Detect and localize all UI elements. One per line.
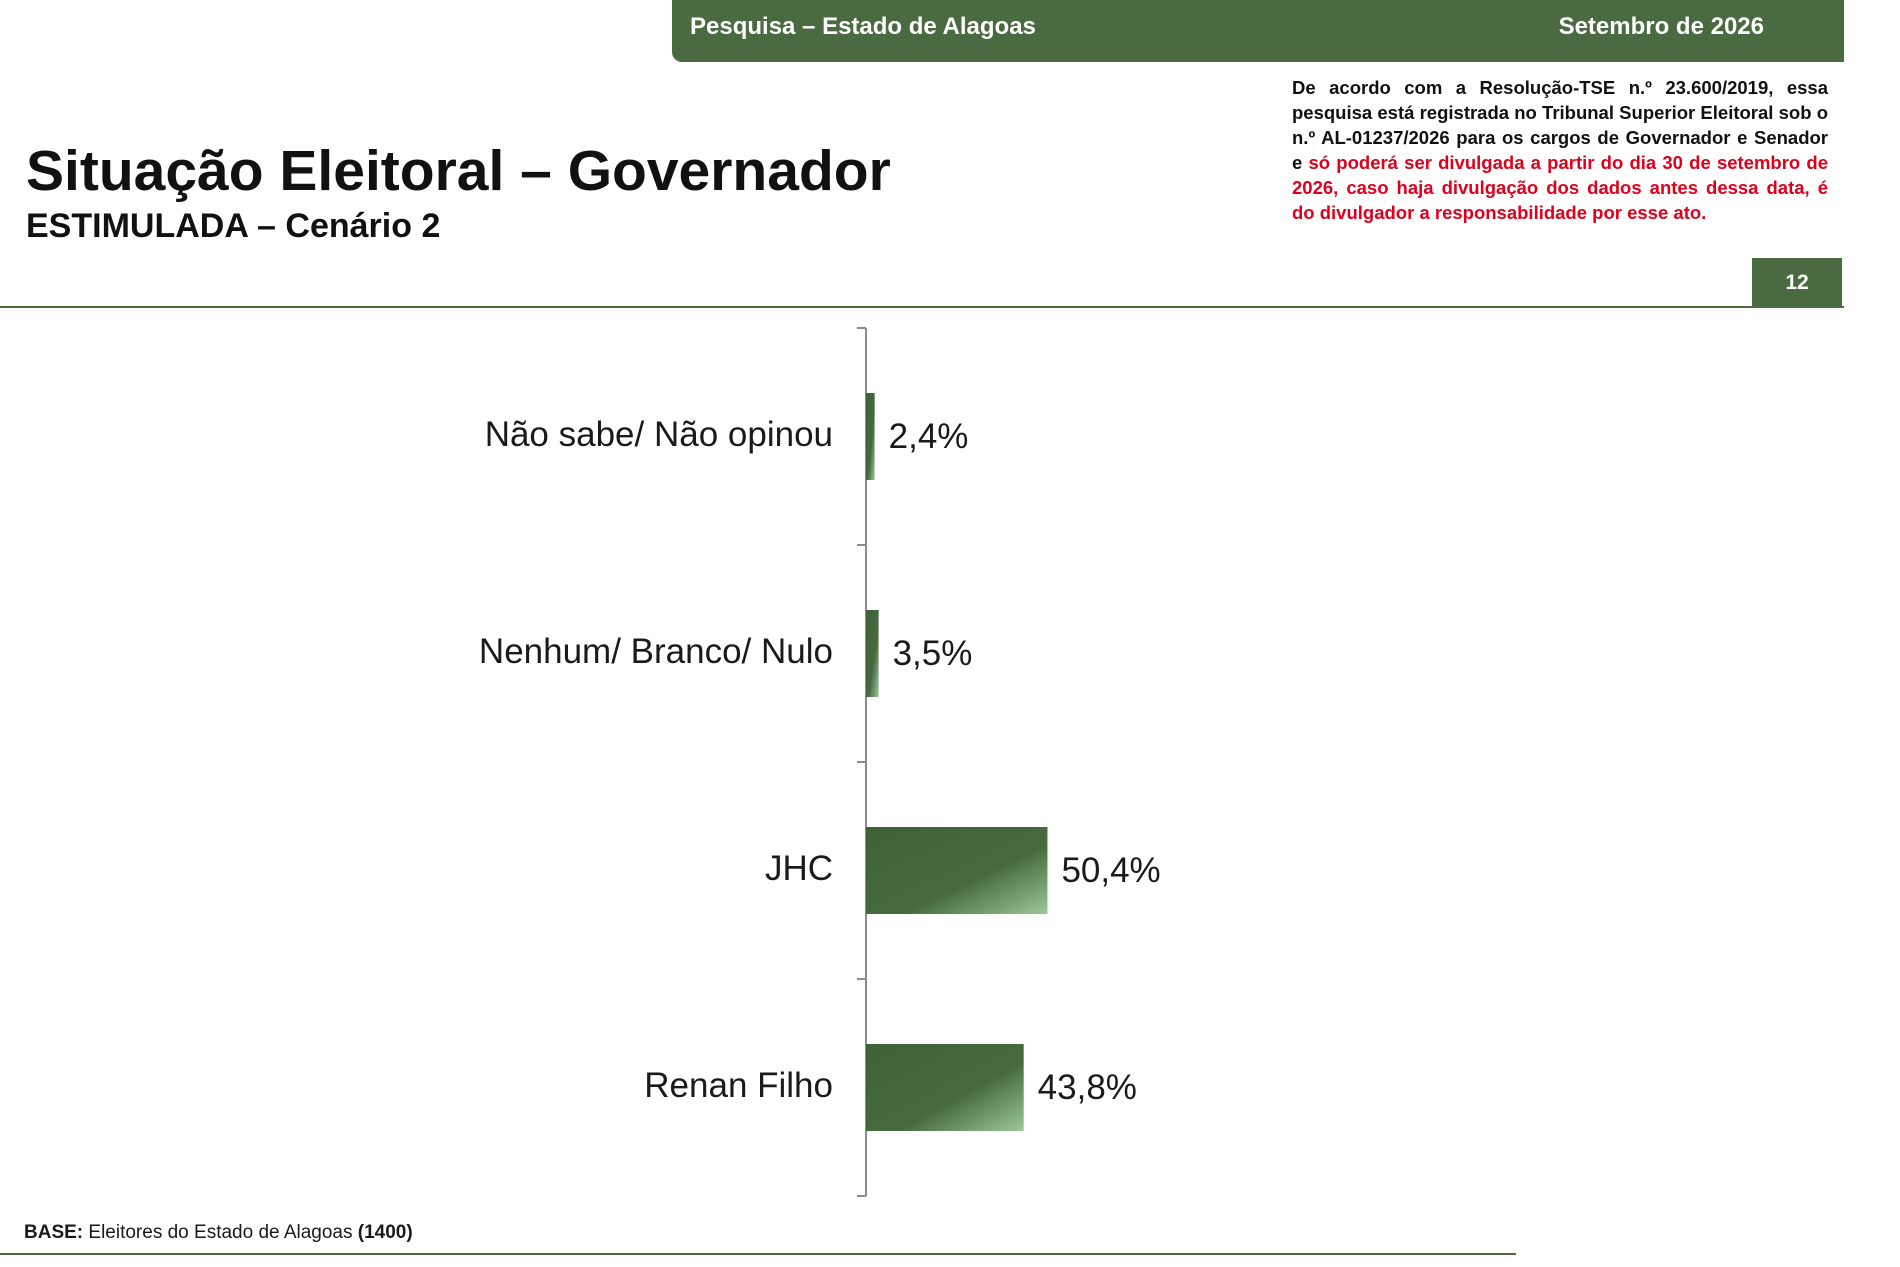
page-subtitle: ESTIMULADA – Cenário 2 [26, 207, 441, 245]
page-number-badge: 12 [1752, 258, 1842, 308]
chart-labels [479, 415, 1161, 1107]
category-label: Nenhum/ Branco/ Nulo [478, 631, 833, 671]
bar-1 [866, 393, 875, 480]
value-label: 50,4% [1061, 850, 1161, 890]
bar-2 [866, 610, 879, 697]
base-note-label: BASE: [24, 1222, 84, 1243]
base-note-count: (1400) [357, 1222, 413, 1243]
legal-notice-warning: só poderá ser divulgada a partir do dia 30 de setembro de 2026, caso haja divulgação dos dados antes dessa data, é do divulgador a responsabilidade por esse ato. [1292, 152, 1829, 223]
category-label: Não sabe/ Não opinou [484, 414, 833, 454]
chart-bars [866, 393, 1047, 1131]
footer-divider [0, 1253, 1516, 1255]
value-label: 3,5% [892, 633, 973, 673]
value-label: 2,4% [888, 416, 969, 456]
chart-axis [857, 328, 866, 1196]
base-note [24, 1222, 413, 1244]
value-label: 43,8% [1037, 1067, 1137, 1107]
bar-chart [0, 320, 1300, 1210]
bar-4 [866, 1044, 1024, 1131]
bar-3 [866, 827, 1047, 914]
page-title: Situação Eleitoral – Governador [26, 139, 891, 203]
category-label: JHC [764, 848, 833, 888]
header-banner [672, 0, 1844, 62]
base-note-text: Eleitores do Estado de Alagoas [88, 1222, 353, 1243]
legal-notice-text: De acordo com a Resolução-TSE n.º 23.600/2019, essa pesquisa está registrada no Tribunal Superior Eleitoral sob o n.º AL-01237/2026 para os cargos de Governador e Senador e [1292, 77, 1828, 173]
category-label: Renan Filho [644, 1065, 833, 1105]
date-label: Setembro de 2026 [1558, 13, 1764, 40]
survey-label: Pesquisa – Estado de Alagoas [690, 13, 1036, 40]
header-divider [0, 306, 1844, 308]
legal-notice [1292, 75, 1828, 225]
